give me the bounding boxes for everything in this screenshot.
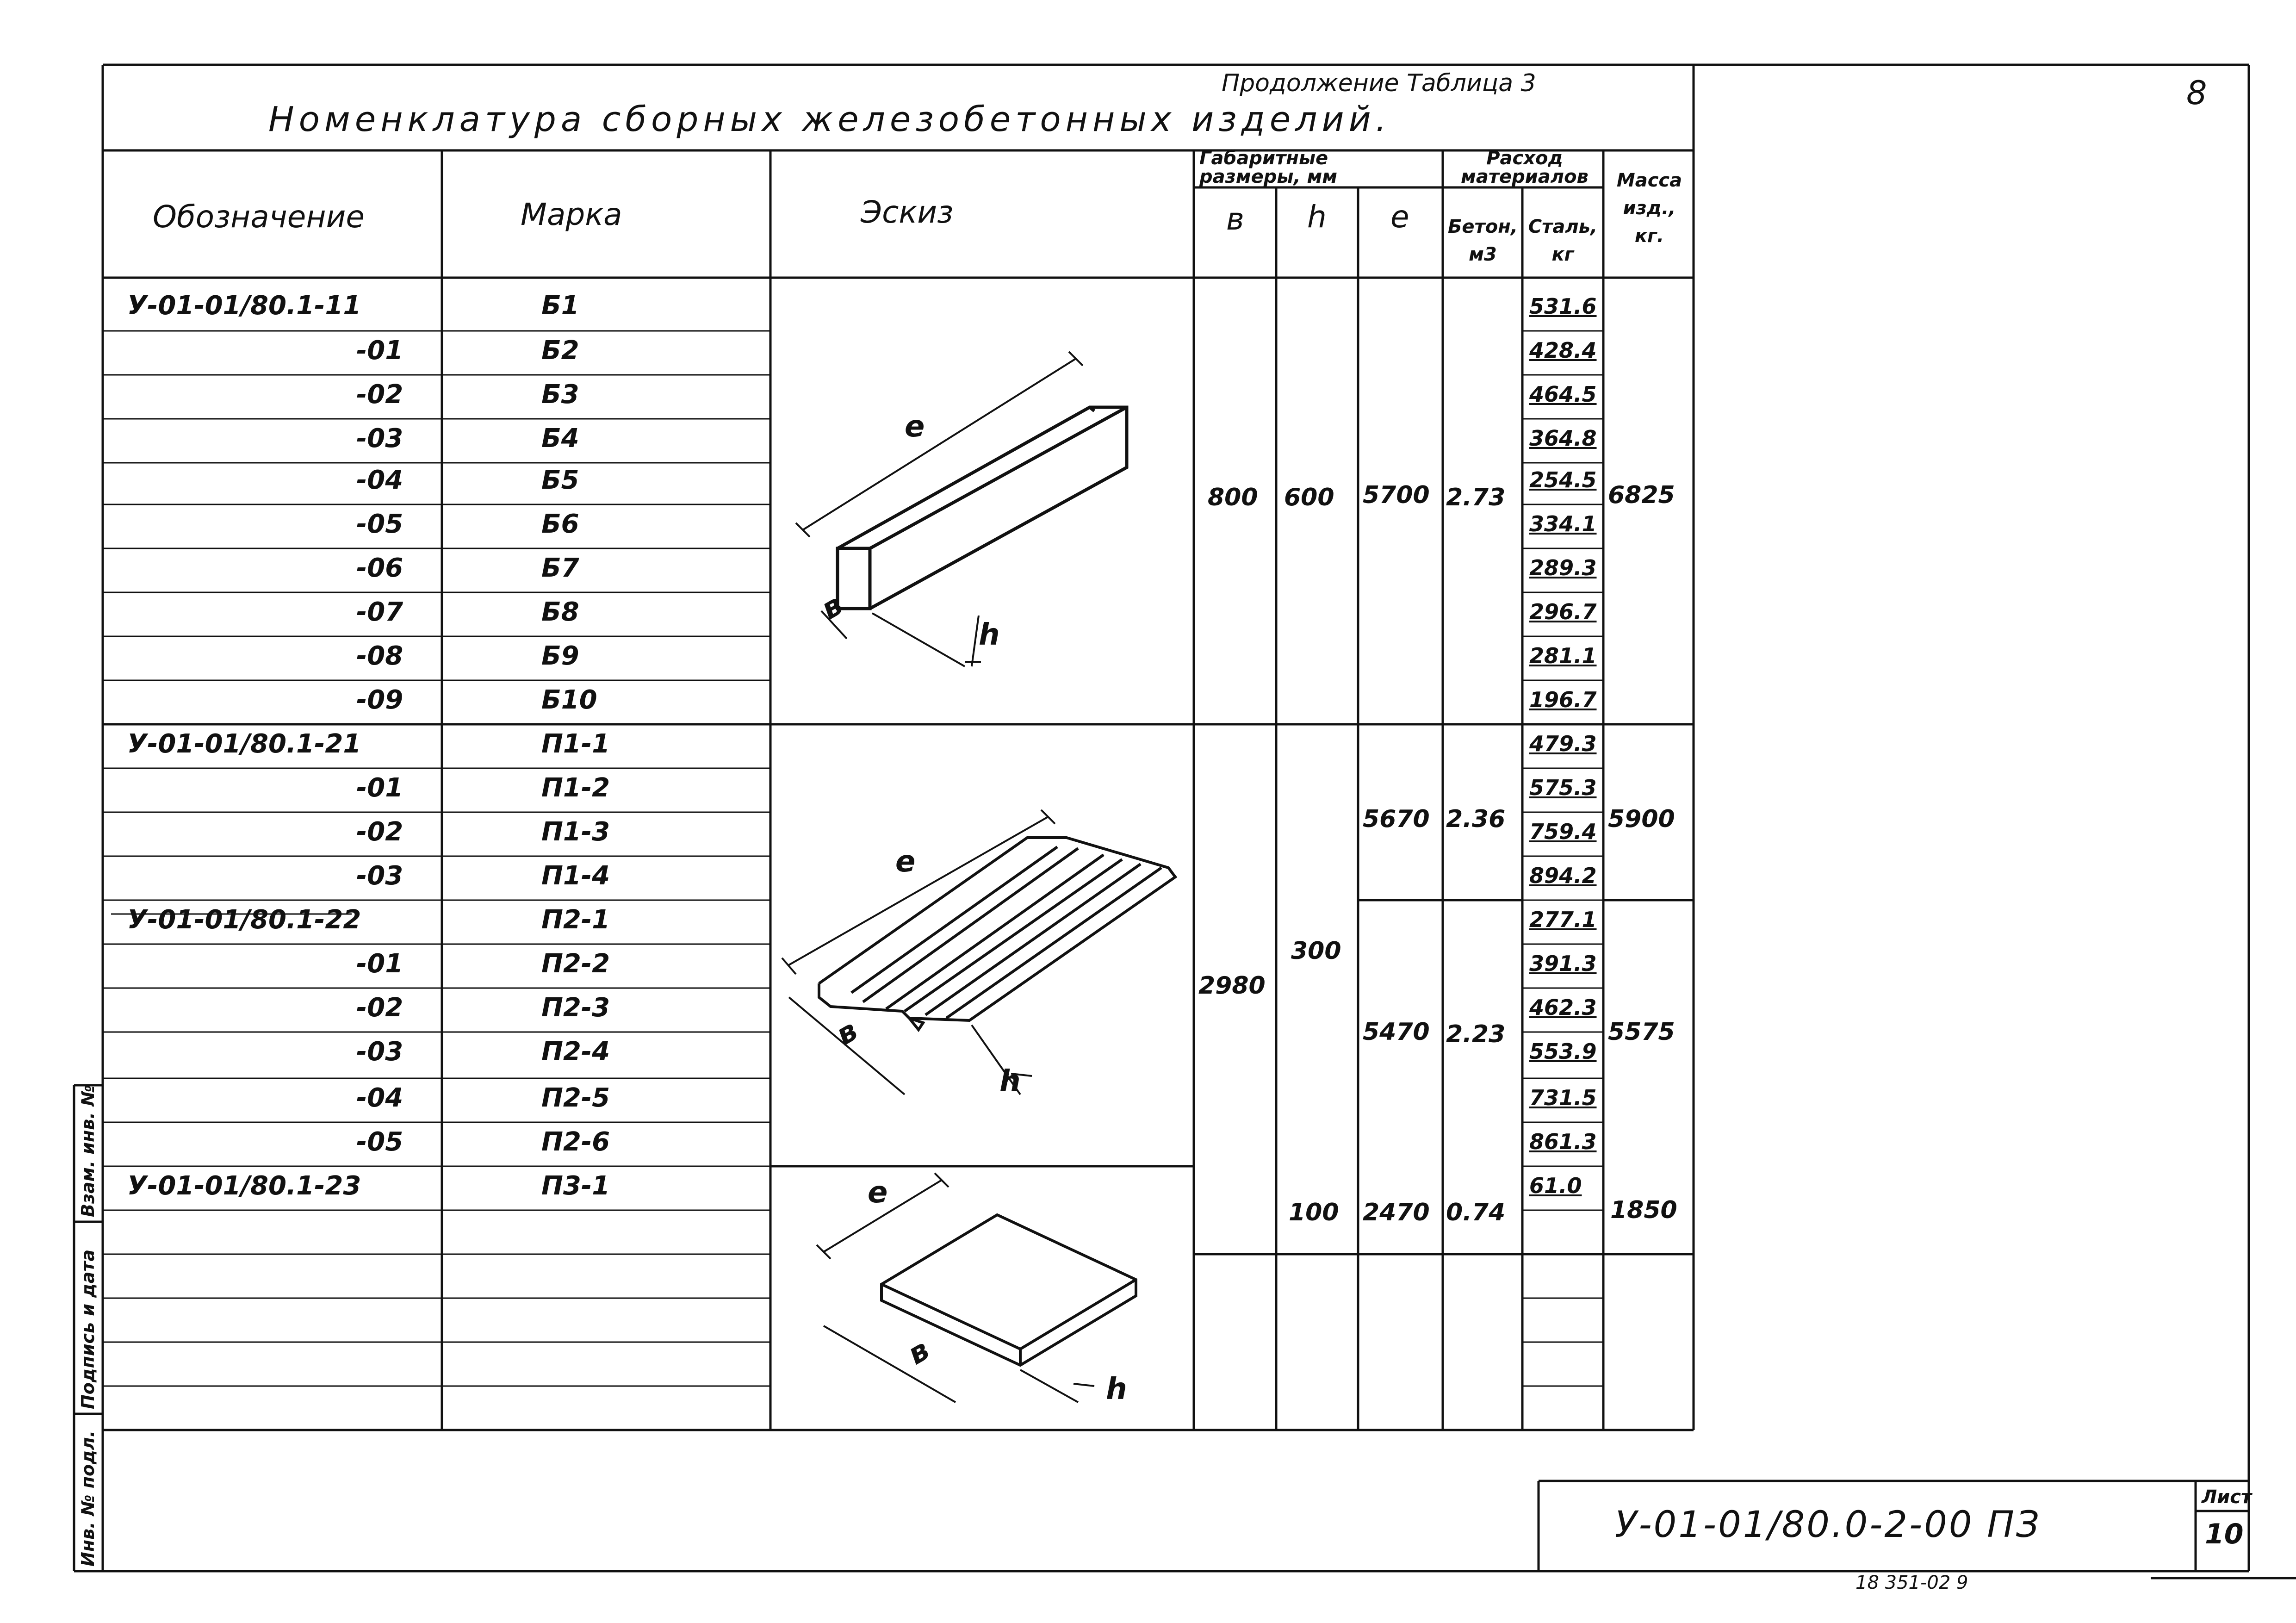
steel-cell: 277.1 <box>1529 907 1597 932</box>
stamp-signature-date: Подпись и дата <box>78 1249 98 1409</box>
designation-cell: -02 <box>356 993 403 1023</box>
document-code: У-01-01/80.0-2-00 ПЗ <box>1615 1504 2041 1546</box>
designation-cell: -03 <box>356 1037 403 1067</box>
designation-cell: -04 <box>356 465 403 495</box>
p3-h: 100 <box>1289 1199 1339 1226</box>
p2-mass: 5575 <box>1608 1018 1675 1046</box>
header-dim-h: h <box>1307 199 1327 235</box>
p-common-b: 2980 <box>1198 972 1266 1000</box>
mark-cell: П1-2 <box>541 773 610 803</box>
designation-cell: -01 <box>356 336 403 366</box>
designation-cell: У-01-01/80.1-21 <box>127 729 361 759</box>
p1-concrete: 2.36 <box>1446 805 1506 833</box>
sheet-number: 10 <box>2205 1518 2244 1550</box>
steel-cell: 894.2 <box>1529 863 1597 888</box>
steel-cell: 462.3 <box>1529 995 1597 1020</box>
archive-number: 18 351-02 9 <box>1855 1572 1968 1593</box>
designation-cell: -01 <box>356 773 403 803</box>
steel-cell: 391.3 <box>1529 951 1597 976</box>
p3-mass: 1850 <box>1610 1196 1677 1224</box>
mark-cell: П3-1 <box>541 1171 610 1201</box>
header-mark: Марка <box>521 197 622 232</box>
designation-cell: -03 <box>356 861 403 891</box>
stamp-inv-number: Инв. № подл. <box>78 1430 98 1567</box>
steel-cell: 553.9 <box>1529 1039 1597 1064</box>
designation-cell: -05 <box>356 509 403 539</box>
mark-cell: Б2 <box>541 336 579 366</box>
designation-cell: -09 <box>356 685 403 715</box>
page-title: Номенклатура сборных железобетонных изделий. <box>268 99 1391 139</box>
ribbed-label-h: h <box>999 1064 1021 1099</box>
designation-cell: -04 <box>356 1083 403 1113</box>
mark-cell: Б1 <box>541 291 579 321</box>
header-materials-group: Расход материалов <box>1461 148 1589 187</box>
ribbed-label-b: в <box>830 1013 864 1053</box>
mark-cell: Б9 <box>541 641 579 671</box>
header-dim-b: в <box>1226 201 1244 237</box>
designation-cell: У-01-01/80.1-22 <box>127 905 361 935</box>
header-designation: Обозначение <box>153 199 365 235</box>
beam-sketch <box>770 278 1194 724</box>
slab-label-b: в <box>902 1332 936 1372</box>
steel-cell: 531.6 <box>1529 294 1597 319</box>
steel-cell: 196.7 <box>1529 687 1597 712</box>
steel-cell: 289.3 <box>1529 555 1597 580</box>
steel-cell: 364.8 <box>1529 426 1597 451</box>
mark-cell: П2-2 <box>541 949 610 979</box>
designation-cell: У-01-01/80.1-23 <box>127 1171 361 1201</box>
designation-cell: -03 <box>356 423 403 454</box>
page-mark: 8 <box>2186 74 2207 112</box>
continuation-label: Продолжение Таблица 3 <box>1222 69 1536 97</box>
p1-l: 5670 <box>1363 805 1430 833</box>
mark-cell: П2-4 <box>541 1037 610 1067</box>
mark-cell: П2-3 <box>541 993 610 1023</box>
p1-mass: 5900 <box>1608 805 1675 833</box>
p3-concrete: 0.74 <box>1446 1199 1506 1226</box>
steel-cell: 464.5 <box>1529 382 1597 407</box>
stamp-replacement: Взам. инв. № <box>78 1085 98 1217</box>
beams-b: 800 <box>1208 484 1258 511</box>
header-concrete: Бетон, м3 <box>1447 216 1518 265</box>
p2-l: 5470 <box>1363 1018 1430 1046</box>
designation-cell: -01 <box>356 949 403 979</box>
slab-label-l: е <box>868 1175 888 1210</box>
ribbed-label-l: е <box>895 845 916 879</box>
beams-mass: 6825 <box>1608 481 1675 509</box>
mark-cell: Б6 <box>541 509 579 539</box>
designation-cell: -02 <box>356 379 403 410</box>
beam-label-h: h <box>979 618 1000 652</box>
p3-l: 2470 <box>1363 1199 1430 1226</box>
mark-cell: Б8 <box>541 597 579 627</box>
mark-cell: П1-1 <box>541 729 610 759</box>
p2-concrete: 2.23 <box>1446 1020 1506 1048</box>
mark-cell: П2-5 <box>541 1083 610 1113</box>
beams-l: 5700 <box>1363 481 1430 509</box>
steel-cell: 575.3 <box>1529 775 1597 800</box>
steel-cell: 61.0 <box>1529 1173 1582 1198</box>
p-common-h: 300 <box>1291 937 1341 965</box>
ribbed-panel-sketch <box>770 724 1194 1169</box>
mark-cell: П2-6 <box>541 1127 610 1157</box>
steel-cell: 254.5 <box>1529 467 1597 492</box>
beams-concrete: 2.73 <box>1446 484 1506 511</box>
header-sketch: Эскиз <box>861 194 954 230</box>
header-dims-group: Габаритные размеры, мм <box>1199 148 1338 187</box>
header-steel: Сталь, кг <box>1528 216 1598 265</box>
designation-cell: -05 <box>356 1127 403 1157</box>
mark-cell: П1-4 <box>541 861 610 891</box>
designation-cell: -07 <box>356 597 403 627</box>
mark-cell: Б5 <box>541 465 579 495</box>
header-dim-l: е <box>1390 199 1409 235</box>
mark-cell: П1-3 <box>541 817 610 847</box>
sheet-label: Лист <box>2202 1486 2252 1508</box>
steel-cell: 731.5 <box>1529 1085 1597 1110</box>
designation-cell: -08 <box>356 641 403 671</box>
steel-cell: 861.3 <box>1529 1129 1597 1154</box>
designation-cell: -06 <box>356 553 403 583</box>
designation-cell: У-01-01/80.1-11 <box>127 291 361 321</box>
mark-cell: П2-1 <box>541 905 610 935</box>
beam-label-l: е <box>905 410 925 444</box>
mark-cell: Б7 <box>541 553 579 583</box>
steel-cell: 759.4 <box>1529 819 1597 844</box>
steel-cell: 281.1 <box>1529 643 1597 668</box>
header-mass: Масса изд., кг. <box>1616 170 1682 247</box>
steel-cell: 334.1 <box>1529 511 1597 536</box>
slab-label-h: h <box>1106 1372 1127 1406</box>
mark-cell: Б3 <box>541 379 579 410</box>
beam-label-b: в <box>815 587 849 627</box>
steel-cell: 479.3 <box>1529 731 1597 756</box>
steel-cell: 428.4 <box>1529 338 1597 363</box>
beams-h: 600 <box>1284 484 1334 511</box>
steel-cell: 296.7 <box>1529 599 1597 624</box>
mark-cell: Б4 <box>541 423 579 454</box>
flat-slab-sketch <box>770 1166 1194 1430</box>
designation-cell: -02 <box>356 817 403 847</box>
mark-cell: Б10 <box>541 685 597 715</box>
